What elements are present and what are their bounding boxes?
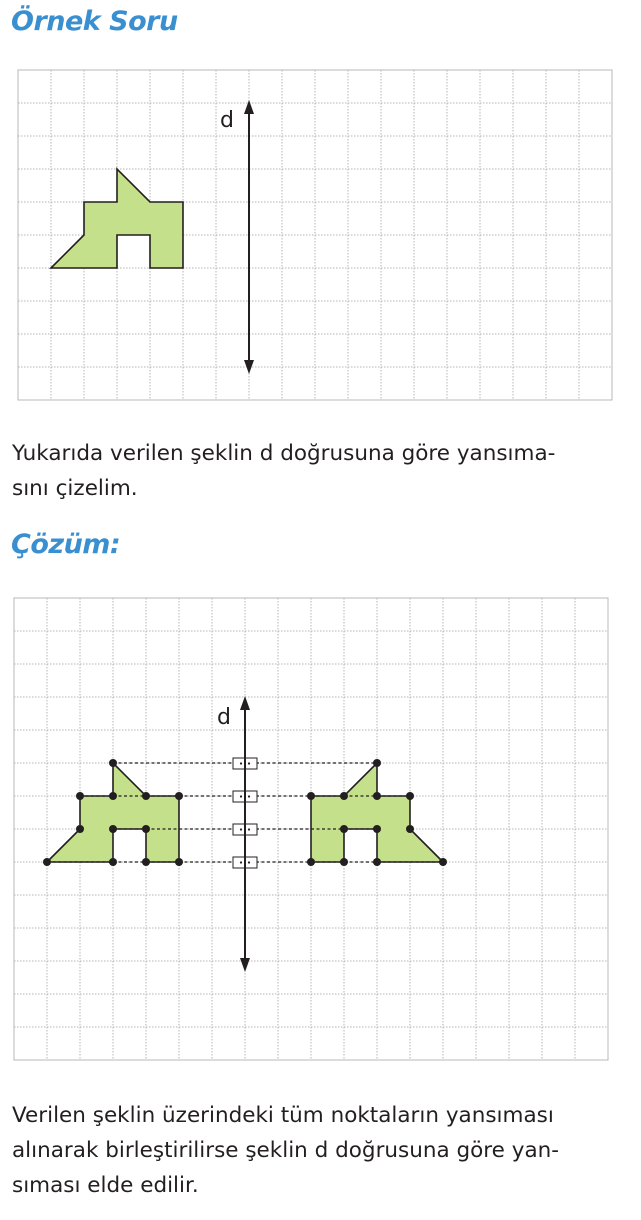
vertex-dot <box>43 858 51 866</box>
vertex-dot <box>109 792 117 800</box>
right-angle-dot <box>240 828 242 830</box>
explanation-text <box>12 1098 630 1203</box>
vertex-dot <box>340 825 348 833</box>
vertex-dot <box>406 792 414 800</box>
vertex-dot <box>109 825 117 833</box>
vertex-dot <box>109 759 117 767</box>
vertex-dot <box>76 792 84 800</box>
vertex-dot <box>109 858 117 866</box>
vertex-dot <box>340 858 348 866</box>
solution-heading: Çözüm: <box>11 529 121 560</box>
question-text <box>12 436 630 506</box>
vertex-dot <box>142 792 150 800</box>
vertex-dot <box>142 825 150 833</box>
vertex-dot <box>175 792 183 800</box>
right-angle-dot <box>248 795 250 797</box>
vertex-dot <box>142 858 150 866</box>
vertex-dot <box>373 759 381 767</box>
vertex-dot <box>307 792 315 800</box>
vertex-dot <box>406 825 414 833</box>
solution-label-d: d <box>217 705 231 730</box>
question-line-1: Yukarıda verilen şeklin d doğrusuna göre yansıma- <box>12 441 556 466</box>
right-angle-dot <box>248 762 250 764</box>
explanation-line-2: alınarak birleştirilirse şeklin d doğrusuna göre yan- <box>12 1138 560 1163</box>
right-angle-dot <box>248 861 250 863</box>
vertex-dot <box>373 825 381 833</box>
vertex-dot <box>175 858 183 866</box>
vertex-dot <box>373 858 381 866</box>
explanation-line-3: sıması elde edilir. <box>12 1173 199 1198</box>
vertex-dot <box>307 858 315 866</box>
right-angle-dot <box>248 828 250 830</box>
right-angle-dot <box>240 795 242 797</box>
vertex-dot <box>373 792 381 800</box>
question-line-2: sını çizelim. <box>12 476 138 501</box>
vertex-dot <box>439 858 447 866</box>
vertex-dot <box>340 792 348 800</box>
example-heading: Örnek Soru <box>11 6 178 37</box>
explanation-line-1: Verilen şeklin üzerindeki tüm noktaların yansıması <box>12 1103 554 1128</box>
right-angle-dot <box>240 762 242 764</box>
example-label-d: d <box>220 108 234 133</box>
right-angle-dot <box>240 861 242 863</box>
vertex-dot <box>76 825 84 833</box>
